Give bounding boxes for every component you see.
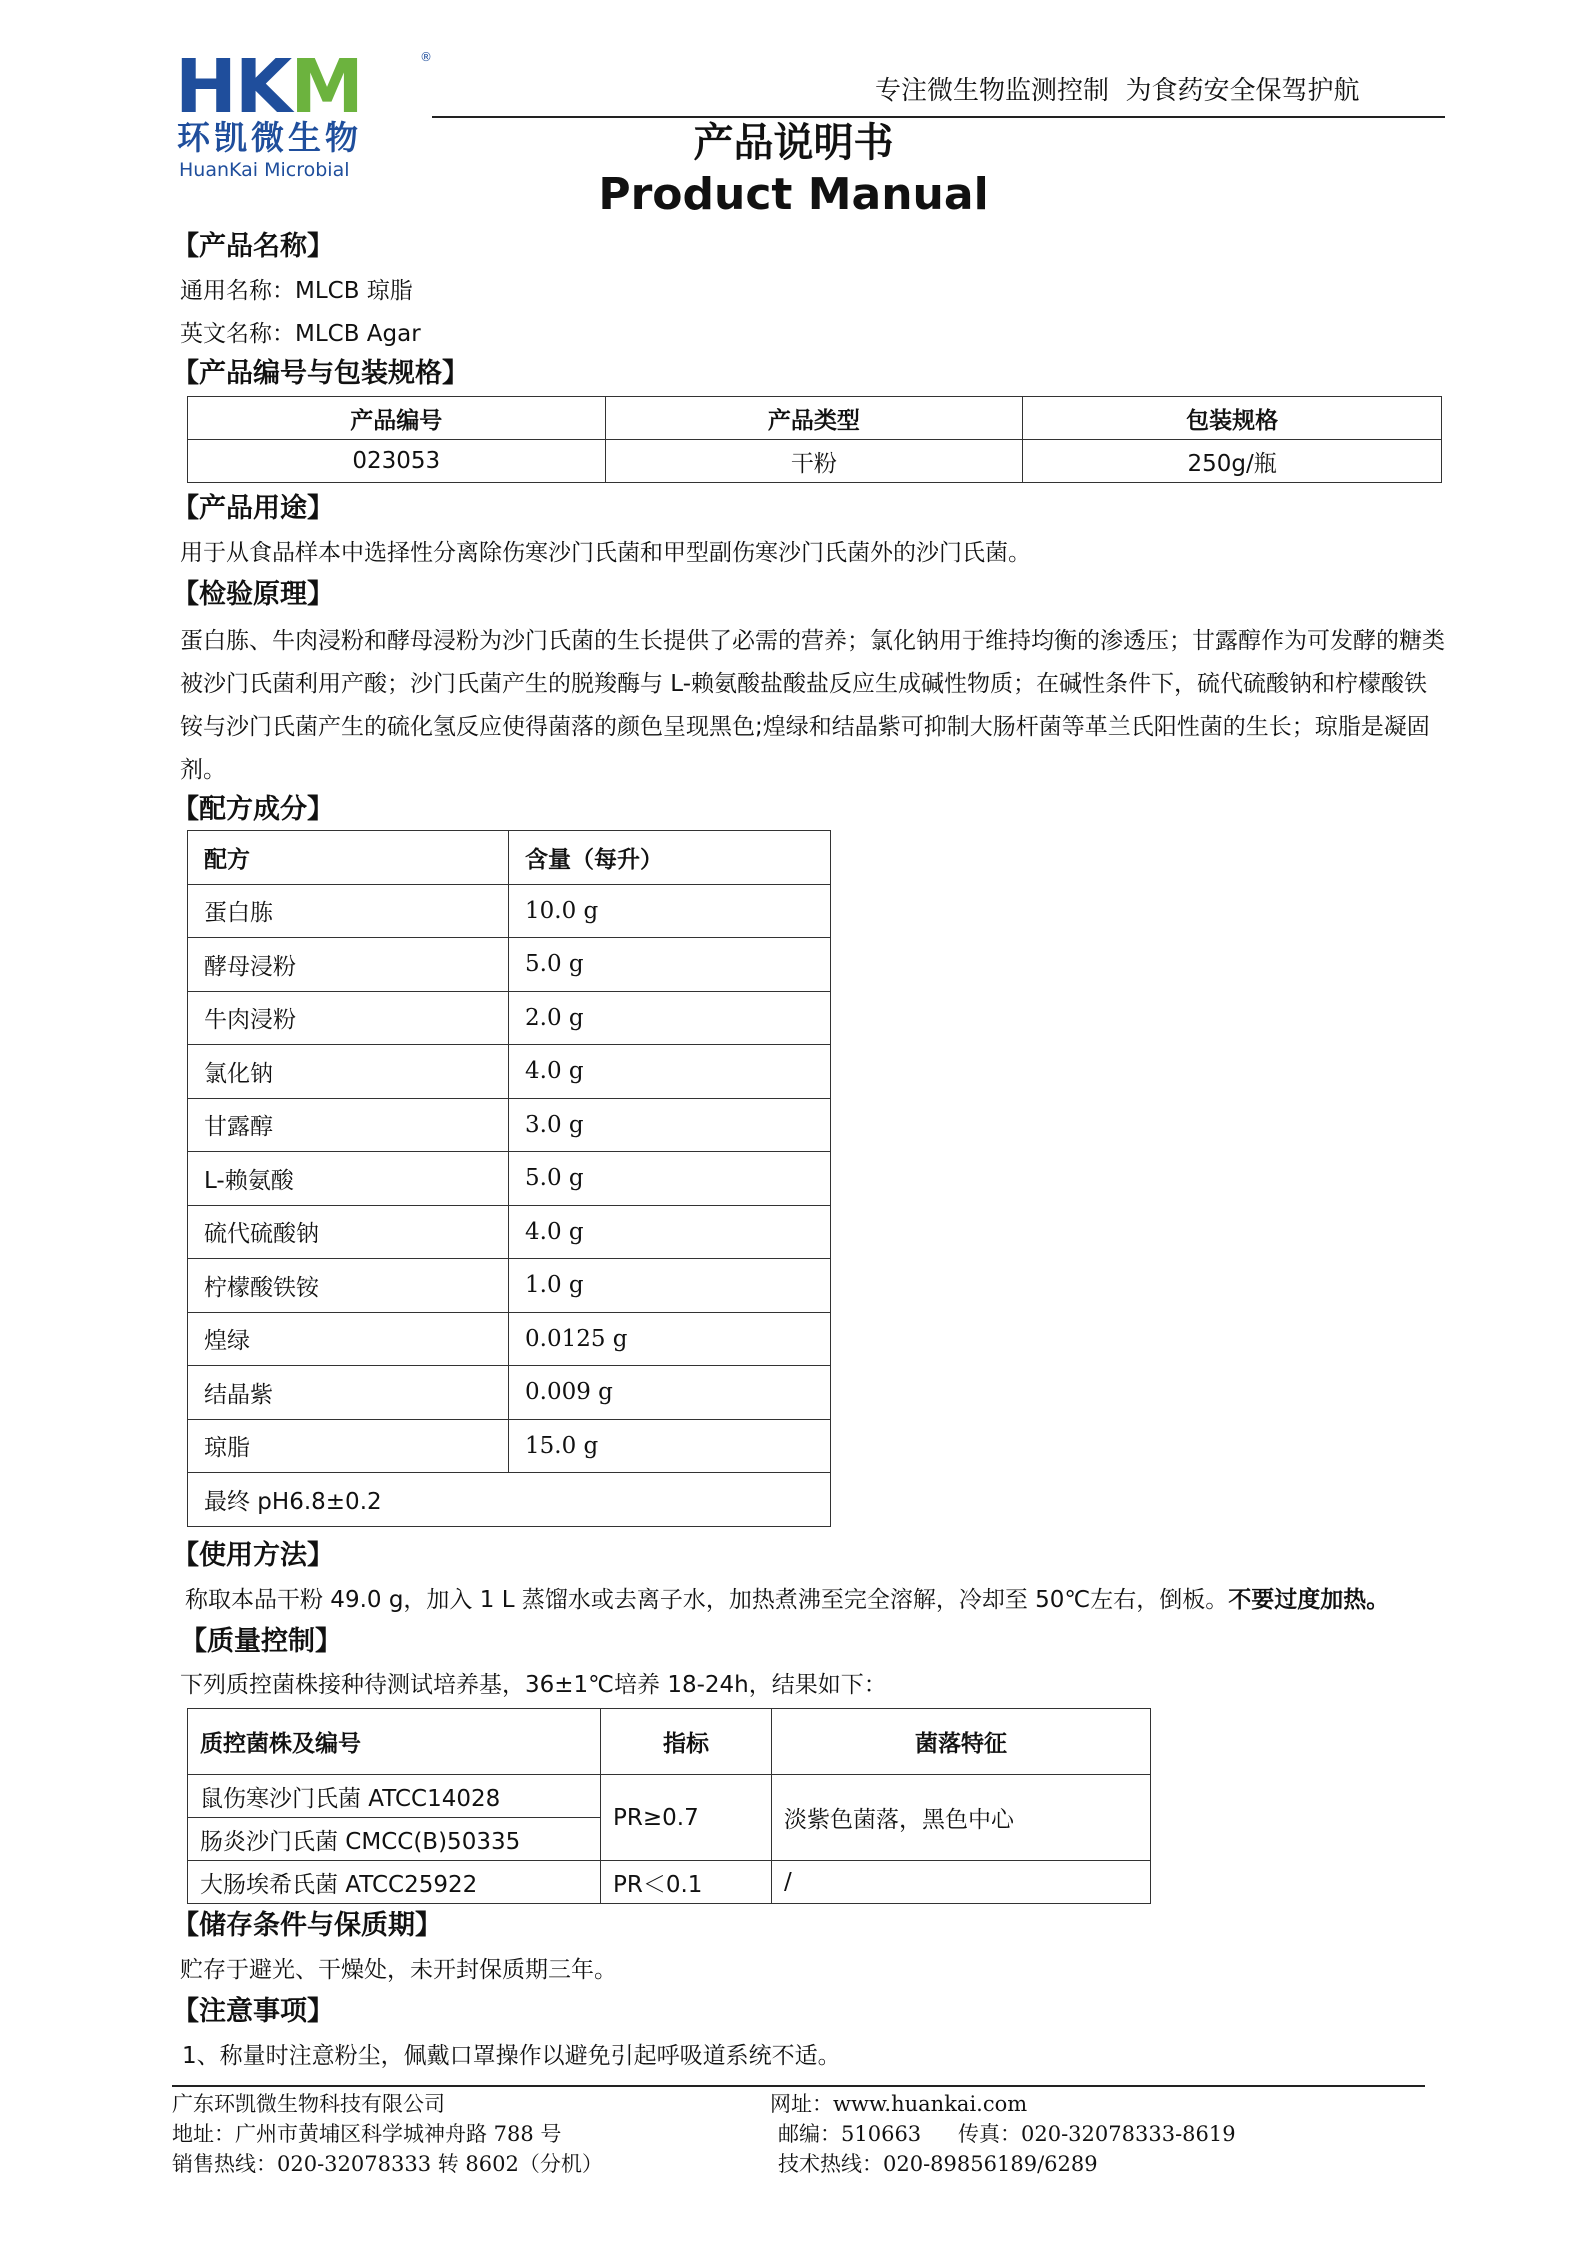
table-row <box>188 1045 831 1099</box>
ingredient-name: 氯化钠 <box>188 1045 509 1099</box>
logo-mark: HKM <box>175 44 362 130</box>
ingredient-amount: 2.0 g <box>509 991 831 1045</box>
header-cell: 菌落特征 <box>772 1709 1151 1775</box>
section-heading-use: 【产品用途】 <box>172 493 334 524</box>
final-ph: 最终 pH6.8±0.2 <box>188 1473 831 1527</box>
table-row <box>188 1775 1151 1818</box>
footer-tech-hotline: 技术热线：020-89856189/6289 <box>778 2152 1098 2176</box>
principle-text: 蛋白胨、牛肉浸粉和酵母浸粉为沙门氏菌的生长提供了必需的营养；氯化钠用于维持均衡的渗透压；甘露醇作为可发酵的糖类被沙门氏菌利用产酸；沙门氏菌产生的脱羧酶与 L-赖氨酸盐酸盐反应生成碱性物质；在碱性条件下，硫代硫酸钠和柠檬酸铁铵与沙门氏菌产生的硫化氢反应使得菌落的颜色呈现黑色;煌绿和结晶紫可抑制大肠杆菌等革兰氏阳性菌的生长；琼脂是凝固剂。 <box>180 628 1445 783</box>
ingredient-name: 柠檬酸铁铵 <box>188 1259 509 1313</box>
table-row <box>188 1259 831 1313</box>
ingredient-amount: 5.0 g <box>509 938 831 992</box>
section-heading-method: 【使用方法】 <box>172 1540 334 1571</box>
ingredient-name: 琼脂 <box>188 1419 509 1473</box>
ingredient-name: 牛肉浸粉 <box>188 991 509 1045</box>
package-size: 250g/瓶 <box>1023 440 1442 483</box>
ingredient-name: L-赖氨酸 <box>188 1152 509 1206</box>
product-type: 干粉 <box>605 440 1023 483</box>
common-name: 通用名称：MLCB 琼脂 <box>180 278 413 304</box>
header-slogan: 专注微生物监测控制 为食药安全保驾护航 <box>875 76 1360 106</box>
ingredient-name: 煌绿 <box>188 1312 509 1366</box>
footer-postcode: 邮编：510663 <box>778 2122 922 2146</box>
qc-colony-feature: 淡紫色菌落，黑色中心 <box>772 1775 1151 1861</box>
section-heading-product-name: 【产品名称】 <box>172 231 334 262</box>
header-cell: 质控菌株及编号 <box>188 1709 601 1775</box>
footer-sales-hotline: 销售热线：020-32078333 转 8602（分机） <box>172 2152 603 2176</box>
qc-colony-feature: / <box>772 1861 1151 1904</box>
table-row <box>188 1861 1151 1904</box>
table-row <box>188 938 831 992</box>
ingredient-amount: 15.0 g <box>509 1419 831 1473</box>
table-header-row <box>188 831 831 885</box>
page-title-cn: 产品说明书 <box>693 120 894 166</box>
ingredient-amount: 10.0 g <box>509 884 831 938</box>
header-cell: 指标 <box>601 1709 772 1775</box>
table-row <box>188 1205 831 1259</box>
english-name: 英文名称：MLCB Agar <box>180 321 421 347</box>
table-row <box>188 1152 831 1206</box>
ingredient-amount: 4.0 g <box>509 1045 831 1099</box>
qc-table <box>187 1708 1151 1904</box>
qc-index: PR＜0.1 <box>601 1861 772 1904</box>
ingredient-amount: 0.0125 g <box>509 1312 831 1366</box>
ingredient-name: 甘露醇 <box>188 1098 509 1152</box>
table-row <box>188 1419 831 1473</box>
page-title-en: Product Manual <box>598 169 989 220</box>
qc-intro: 下列质控菌株接种待测试培养基，36±1℃培养 18-24h，结果如下： <box>180 1672 887 1698</box>
section-heading-storage: 【储存条件与保质期】 <box>172 1910 442 1941</box>
qc-index: PR≥0.7 <box>601 1775 772 1861</box>
qc-strain: 鼠伤寒沙门氏菌 ATCC14028 <box>188 1775 601 1818</box>
qc-strain: 肠炎沙门氏菌 CMCC(B)50335 <box>188 1818 601 1861</box>
ingredient-amount: 4.0 g <box>509 1205 831 1259</box>
section-heading-spec: 【产品编号与包装规格】 <box>172 358 469 389</box>
method-text: 称取本品干粉 49.0 g，加入 1 L 蒸馏水或去离子水，加热煮沸至完全溶解，冷却至 50℃左右，倒板。不要过度加热。 <box>185 1587 1390 1613</box>
header-cell: 含量（每升） <box>509 831 831 885</box>
method-warning: 不要过度加热。 <box>1228 1587 1390 1613</box>
header-cell: 包装规格 <box>1023 397 1442 440</box>
table-row <box>188 884 831 938</box>
footer-company: 广东环凯微生物科技有限公司 <box>172 2092 445 2116</box>
footer-divider <box>172 2085 1425 2087</box>
table-row <box>188 1098 831 1152</box>
ingredient-name: 硫代硫酸钠 <box>188 1205 509 1259</box>
ingredient-amount: 5.0 g <box>509 1152 831 1206</box>
table-row <box>188 991 831 1045</box>
ingredient-amount: 0.009 g <box>509 1366 831 1420</box>
ingredient-name: 结晶紫 <box>188 1366 509 1420</box>
ingredient-amount: 3.0 g <box>509 1098 831 1152</box>
registered-mark: ® <box>420 50 432 64</box>
table-row <box>188 440 1442 483</box>
ingredient-name: 蛋白胨 <box>188 884 509 938</box>
logo-english-name: HuanKai Microbial <box>179 159 350 181</box>
header-cell: 产品编号 <box>188 397 606 440</box>
formula-table <box>187 830 831 1527</box>
table-header-row <box>188 397 1442 440</box>
footer-address: 地址：广州市黄埔区科学城神舟路 788 号 <box>172 2122 562 2146</box>
table-row <box>188 1366 831 1420</box>
logo-chinese-name: 环凯微生物 <box>177 118 362 157</box>
section-heading-qc: 【质量控制】 <box>180 1626 342 1657</box>
use-text: 用于从食品样本中选择性分离除伤寒沙门氏菌和甲型副伤寒沙门氏菌外的沙门氏菌。 <box>180 540 1031 566</box>
product-code: 023053 <box>188 440 606 483</box>
header-cell: 配方 <box>188 831 509 885</box>
ingredient-name: 酵母浸粉 <box>188 938 509 992</box>
section-heading-principle: 【检验原理】 <box>172 579 334 610</box>
footer-website: 网址：www.huankai.com <box>770 2092 1028 2116</box>
header-cell: 产品类型 <box>605 397 1023 440</box>
table-row-ph <box>188 1473 831 1527</box>
qc-strain: 大肠埃希氏菌 ATCC25922 <box>188 1861 601 1904</box>
header-divider <box>432 116 1445 118</box>
section-heading-notes: 【注意事项】 <box>172 1996 334 2027</box>
table-header-row <box>188 1709 1151 1775</box>
notes-text: 1、称量时注意粉尘，佩戴口罩操作以避免引起呼吸道系统不适。 <box>182 2043 841 2069</box>
storage-text: 贮存于避光、干燥处，未开封保质期三年。 <box>180 1957 617 1983</box>
section-heading-formula: 【配方成分】 <box>172 794 334 825</box>
spec-table <box>187 396 1442 483</box>
table-row <box>188 1312 831 1366</box>
footer-fax: 传真：020-32078333-8619 <box>958 2122 1236 2146</box>
ingredient-amount: 1.0 g <box>509 1259 831 1313</box>
